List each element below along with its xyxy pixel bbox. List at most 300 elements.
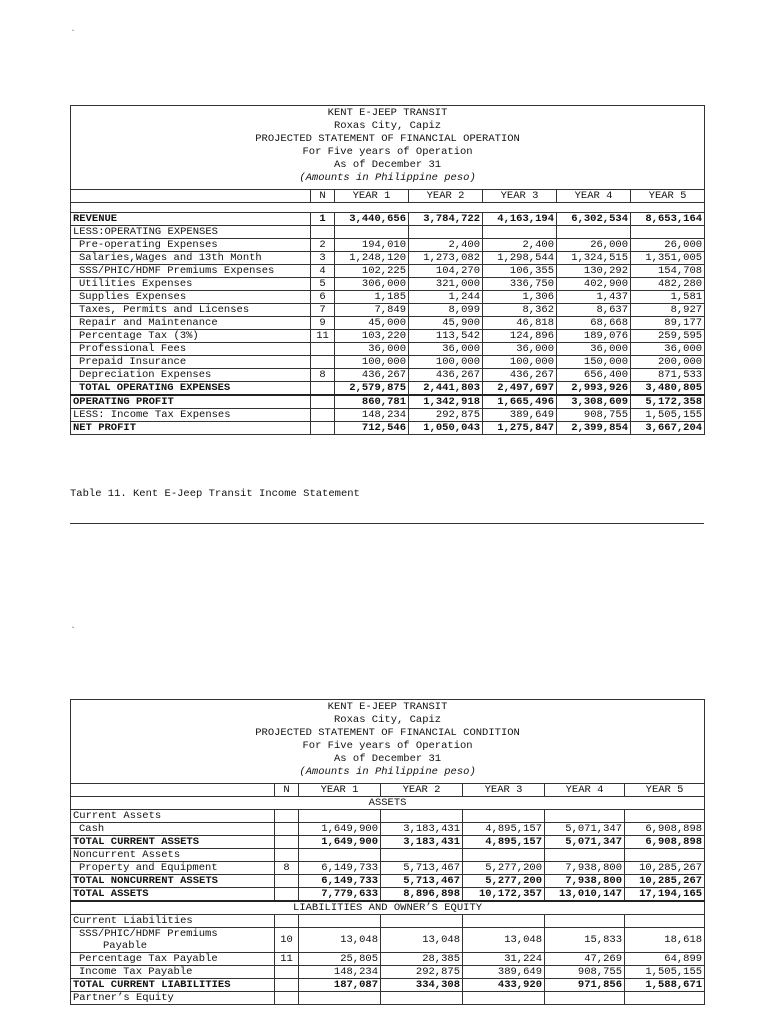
year-1-value: 187,087: [299, 979, 381, 992]
year-1-value: 436,267: [335, 369, 409, 382]
section-title: LIABILITIES AND OWNER’S EQUITY: [71, 901, 705, 915]
year-4-value: 1,437: [557, 291, 631, 304]
row-label: [71, 823, 275, 836]
year-2-value: 5,713,467: [381, 875, 463, 888]
year-4-value: 2,993,926: [557, 382, 631, 396]
year-1-value: 1,185: [335, 291, 409, 304]
year-3-value: [463, 915, 545, 928]
year-3-value: 100,000: [483, 356, 557, 369]
year-5-value: 259,595: [631, 330, 705, 343]
table-row: [71, 836, 705, 849]
year-5-value: 1,505,155: [631, 409, 705, 422]
row-label-text: Depreciation Expenses: [79, 369, 212, 381]
year-4-value: [545, 810, 625, 823]
statement-date: As of December 31: [333, 753, 442, 765]
year-5-value: 1,351,005: [631, 252, 705, 265]
row-label-text: OPERATING PROFIT: [73, 396, 174, 408]
stray-mark: `: [70, 627, 77, 638]
year-5-value: [625, 810, 705, 823]
row-label: [71, 836, 275, 849]
year-3-value: 2,497,697: [483, 382, 557, 396]
year-1-value: [299, 849, 381, 862]
note-number: [311, 422, 335, 435]
year-4-value: 189,076: [557, 330, 631, 343]
year-5-value: 8,927: [631, 304, 705, 317]
year-4-value: 47,269: [545, 953, 625, 966]
year-2-value: [381, 849, 463, 862]
year-3-value: 36,000: [483, 343, 557, 356]
year-1-value: 194,010: [335, 239, 409, 252]
year-4-value: [545, 915, 625, 928]
note-number: [275, 823, 299, 836]
note-number: [275, 915, 299, 928]
company-name: KENT E-JEEP TRANSIT: [327, 107, 448, 119]
year-5-value: 200,000: [631, 356, 705, 369]
row-label: [71, 239, 311, 252]
year-3-value: 46,818: [483, 317, 557, 330]
income-column-headers: [71, 190, 705, 203]
year-5-value: 482,280: [631, 278, 705, 291]
section-row: [71, 797, 705, 810]
year-5-value: 10,285,267: [625, 862, 705, 875]
year-3-value: 106,355: [483, 265, 557, 278]
column-header-n: N: [311, 190, 335, 203]
table-row: [71, 862, 705, 875]
year-4-value: 6,302,534: [557, 213, 631, 226]
year-3-value: 1,298,544: [483, 252, 557, 265]
column-header-year-1: YEAR 1: [299, 784, 381, 797]
table-row: [71, 979, 705, 992]
row-label: [71, 966, 275, 979]
year-1-value: 25,805: [299, 953, 381, 966]
year-3-value: 433,920: [463, 979, 545, 992]
year-4-value: 130,292: [557, 265, 631, 278]
row-label: [71, 915, 275, 928]
column-header-blank: [71, 784, 275, 797]
column-header-n: N: [275, 784, 299, 797]
note-number: 10: [275, 928, 299, 953]
year-2-value: 436,267: [409, 369, 483, 382]
year-1-value: 7,779,633: [299, 888, 381, 902]
statement-title: PROJECTED STATEMENT OF FINANCIAL OPERATION: [255, 133, 520, 145]
table-row: [71, 849, 705, 862]
table-row: [71, 356, 705, 369]
row-label: [71, 992, 275, 1005]
stray-mark: `: [70, 30, 77, 41]
year-2-value: 28,385: [381, 953, 463, 966]
note-number: [275, 810, 299, 823]
table-row: [71, 226, 705, 239]
table-row: [71, 810, 705, 823]
table-row: [71, 330, 705, 343]
year-4-value: 13,010,147: [545, 888, 625, 902]
note-number: [275, 966, 299, 979]
section-row: [71, 901, 705, 915]
year-4-value: 8,637: [557, 304, 631, 317]
year-4-value: 402,900: [557, 278, 631, 291]
year-5-value: 18,618: [625, 928, 705, 953]
year-1-value: 36,000: [335, 343, 409, 356]
row-label-text: Repair and Maintenance: [79, 317, 218, 329]
row-label: [71, 888, 275, 902]
year-1-value: 6,149,733: [299, 875, 381, 888]
year-5-value: 1,505,155: [625, 966, 705, 979]
row-label-text: Noncurrent Assets: [73, 849, 181, 861]
year-1-value: 6,149,733: [299, 862, 381, 875]
year-4-value: 5,071,347: [545, 823, 625, 836]
company-location: Roxas City, Capiz: [333, 120, 442, 132]
year-1-value: 102,225: [335, 265, 409, 278]
year-2-value: [381, 992, 463, 1005]
note-number: [311, 395, 335, 409]
row-label: [71, 395, 311, 409]
table-row: [71, 422, 705, 435]
condition-column-headers: [71, 784, 705, 797]
year-2-value: 3,183,431: [381, 823, 463, 836]
note-number: 3: [311, 252, 335, 265]
row-label-text: Supplies Expenses: [79, 291, 187, 303]
year-5-value: [631, 226, 705, 239]
year-2-value: 2,400: [409, 239, 483, 252]
row-label-text: NET PROFIT: [73, 422, 137, 434]
note-number: 6: [311, 291, 335, 304]
year-2-value: 321,000: [409, 278, 483, 291]
year-4-value: [545, 992, 625, 1005]
year-2-value: 45,900: [409, 317, 483, 330]
note-number: [275, 875, 299, 888]
row-label: [71, 304, 311, 317]
row-label-text: Taxes, Permits and Licenses: [79, 304, 250, 316]
year-3-value: 13,048: [463, 928, 545, 953]
statement-period: For Five years of Operation: [302, 146, 473, 158]
table-row: [71, 265, 705, 278]
year-3-value: 5,277,200: [463, 875, 545, 888]
note-number: 4: [311, 265, 335, 278]
table-caption: Table 11. Kent E-Jeep Transit Income Statement: [70, 488, 360, 500]
table-row: [71, 966, 705, 979]
year-3-value: 4,163,194: [483, 213, 557, 226]
row-label-text: Salaries,Wages and 13th Month: [79, 252, 262, 264]
note-number: [311, 226, 335, 239]
row-label: [71, 953, 275, 966]
column-header-year-2: YEAR 2: [381, 784, 463, 797]
column-header-year-5: YEAR 5: [625, 784, 705, 797]
year-3-value: [483, 226, 557, 239]
row-label: [71, 356, 311, 369]
year-1-value: 148,234: [335, 409, 409, 422]
note-number: [311, 343, 335, 356]
row-label-text: Income Tax Payable: [79, 966, 193, 978]
row-label-text: TOTAL NONCURRENT ASSETS: [73, 875, 218, 887]
row-label-text: TOTAL ASSETS: [73, 888, 149, 900]
year-4-value: [557, 226, 631, 239]
year-1-value: 2,579,875: [335, 382, 409, 396]
row-label-text: TOTAL CURRENT ASSETS: [73, 836, 200, 848]
table-row: [71, 317, 705, 330]
table-row: [71, 823, 705, 836]
year-2-value: 292,875: [409, 409, 483, 422]
income-statement-table: [70, 105, 705, 435]
row-label-text: TOTAL OPERATING EXPENSES: [79, 382, 231, 394]
table-row: [71, 875, 705, 888]
table-row: [71, 278, 705, 291]
row-label-text: Percentage Tax Payable: [79, 953, 218, 965]
row-label-text: REVENUE: [73, 213, 118, 225]
row-label: [71, 422, 311, 435]
year-5-value: 36,000: [631, 343, 705, 356]
table-row: [71, 915, 705, 928]
row-label: [71, 849, 275, 862]
row-label: [71, 810, 275, 823]
year-5-value: 3,667,204: [631, 422, 705, 435]
table-row: [71, 395, 705, 409]
year-1-value: 7,849: [335, 304, 409, 317]
year-5-value: 17,194,165: [625, 888, 705, 902]
row-label-text: Professional Fees: [79, 343, 187, 355]
year-3-value: 1,306: [483, 291, 557, 304]
year-5-value: 89,177: [631, 317, 705, 330]
year-4-value: 908,755: [545, 966, 625, 979]
company-location: Roxas City, Capiz: [333, 714, 442, 726]
note-number: 2: [311, 239, 335, 252]
year-4-value: 68,668: [557, 317, 631, 330]
row-label: [71, 317, 311, 330]
year-3-value: 436,267: [483, 369, 557, 382]
table-row: [71, 369, 705, 382]
note-number: [275, 992, 299, 1005]
year-1-value: [299, 810, 381, 823]
row-label: [71, 278, 311, 291]
row-label: [71, 928, 275, 953]
year-4-value: 2,399,854: [557, 422, 631, 435]
row-label: [71, 382, 311, 396]
row-label: [71, 291, 311, 304]
year-3-value: 124,896: [483, 330, 557, 343]
year-4-value: 7,938,800: [545, 862, 625, 875]
year-1-value: 3,440,656: [335, 213, 409, 226]
year-2-value: [381, 810, 463, 823]
year-2-value: 3,784,722: [409, 213, 483, 226]
year-5-value: 1,581: [631, 291, 705, 304]
statement-currency: (Amounts in Philippine peso): [299, 766, 476, 778]
year-4-value: 971,856: [545, 979, 625, 992]
year-2-value: 1,244: [409, 291, 483, 304]
year-1-value: 1,649,900: [299, 823, 381, 836]
statement-title: PROJECTED STATEMENT OF FINANCIAL CONDITION: [255, 727, 520, 739]
year-1-value: 1,649,900: [299, 836, 381, 849]
row-label-text: LESS: Income Tax Expenses: [73, 409, 231, 421]
year-4-value: 150,000: [557, 356, 631, 369]
column-header-year-2: YEAR 2: [409, 190, 483, 203]
year-2-value: 8,099: [409, 304, 483, 317]
row-label: [71, 979, 275, 992]
row-label-text: Utilities Expenses: [79, 278, 193, 290]
year-4-value: 36,000: [557, 343, 631, 356]
row-label-text: Percentage Tax (3%): [79, 330, 199, 342]
row-label-continuation: Payable: [103, 940, 148, 952]
statement-currency: (Amounts in Philippine peso): [299, 172, 476, 184]
note-number: 7: [311, 304, 335, 317]
year-3-value: 31,224: [463, 953, 545, 966]
year-1-value: 45,000: [335, 317, 409, 330]
note-number: 8: [275, 862, 299, 875]
note-number: 1: [311, 213, 335, 226]
year-3-value: [463, 992, 545, 1005]
year-2-value: 1,050,043: [409, 422, 483, 435]
year-5-value: [625, 849, 705, 862]
note-number: 5: [311, 278, 335, 291]
row-label-text: Cash: [79, 823, 105, 835]
column-header-year-4: YEAR 4: [557, 190, 631, 203]
year-5-value: [625, 992, 705, 1005]
row-label: [71, 226, 311, 239]
note-number: [275, 979, 299, 992]
year-4-value: 3,308,609: [557, 395, 631, 409]
note-number: [275, 888, 299, 902]
table-row: [71, 213, 705, 226]
year-5-value: 8,653,164: [631, 213, 705, 226]
row-label-text: TOTAL CURRENT LIABILITIES: [73, 979, 231, 991]
year-3-value: 336,750: [483, 278, 557, 291]
table-row: [71, 304, 705, 317]
year-2-value: [409, 226, 483, 239]
row-label: [71, 343, 311, 356]
section-title: ASSETS: [71, 797, 705, 810]
row-label-text: Current Liabilities: [73, 915, 193, 927]
table-row: [71, 409, 705, 422]
year-2-value: 2,441,803: [409, 382, 483, 396]
row-label: [71, 252, 311, 265]
year-2-value: 1,342,918: [409, 395, 483, 409]
year-3-value: [463, 810, 545, 823]
table-row: [71, 239, 705, 252]
company-name: KENT E-JEEP TRANSIT: [327, 701, 448, 713]
row-label: [71, 265, 311, 278]
row-label: [71, 862, 275, 875]
row-label: [71, 330, 311, 343]
table-row: [71, 953, 705, 966]
year-5-value: 5,172,358: [631, 395, 705, 409]
column-header-year-3: YEAR 3: [463, 784, 545, 797]
year-3-value: 1,665,496: [483, 395, 557, 409]
section-divider: [70, 523, 704, 524]
year-2-value: 8,896,898: [381, 888, 463, 902]
year-1-value: 712,546: [335, 422, 409, 435]
year-1-value: 306,000: [335, 278, 409, 291]
note-number: 9: [311, 317, 335, 330]
row-label-text: Partner’s Equity: [73, 992, 174, 1004]
row-label-text: Pre-operating Expenses: [79, 239, 218, 251]
year-1-value: 148,234: [299, 966, 381, 979]
row-label: [71, 213, 311, 226]
year-1-value: 13,048: [299, 928, 381, 953]
year-3-value: 5,277,200: [463, 862, 545, 875]
year-1-value: 100,000: [335, 356, 409, 369]
row-label-text: SSS/PHIC/HDMF Premiums: [79, 928, 218, 940]
table-row: [71, 928, 705, 953]
column-header-year-4: YEAR 4: [545, 784, 625, 797]
row-label: [71, 875, 275, 888]
year-3-value: 389,649: [483, 409, 557, 422]
column-header-blank: [71, 190, 311, 203]
year-1-value: 103,220: [335, 330, 409, 343]
year-5-value: 871,533: [631, 369, 705, 382]
year-4-value: 1,324,515: [557, 252, 631, 265]
year-5-value: 3,480,805: [631, 382, 705, 396]
year-2-value: 13,048: [381, 928, 463, 953]
spacer-row: [71, 203, 705, 213]
year-1-value: [299, 992, 381, 1005]
year-3-value: 8,362: [483, 304, 557, 317]
year-5-value: 1,588,671: [625, 979, 705, 992]
year-4-value: 15,833: [545, 928, 625, 953]
year-3-value: 4,895,157: [463, 823, 545, 836]
year-4-value: 656,400: [557, 369, 631, 382]
column-header-year-3: YEAR 3: [483, 190, 557, 203]
note-number: [311, 409, 335, 422]
year-5-value: 64,899: [625, 953, 705, 966]
year-3-value: [463, 849, 545, 862]
statement-period: For Five years of Operation: [302, 740, 473, 752]
row-label-text: LESS:OPERATING EXPENSES: [73, 226, 218, 238]
year-2-value: 104,270: [409, 265, 483, 278]
year-1-value: [335, 226, 409, 239]
year-4-value: 7,938,800: [545, 875, 625, 888]
year-2-value: 1,273,082: [409, 252, 483, 265]
year-2-value: 36,000: [409, 343, 483, 356]
year-2-value: 100,000: [409, 356, 483, 369]
row-label: [71, 369, 311, 382]
year-3-value: 1,275,847: [483, 422, 557, 435]
year-4-value: 908,755: [557, 409, 631, 422]
table-row: [71, 888, 705, 902]
column-header-year-5: YEAR 5: [631, 190, 705, 203]
note-number: 11: [275, 953, 299, 966]
row-label: [71, 409, 311, 422]
condition-header: [71, 700, 705, 784]
statement-date: As of December 31: [333, 159, 442, 171]
note-number: [311, 356, 335, 369]
note-number: [311, 382, 335, 396]
table-row: [71, 343, 705, 356]
year-3-value: 10,172,357: [463, 888, 545, 902]
note-number: [275, 849, 299, 862]
year-1-value: 1,248,120: [335, 252, 409, 265]
year-3-value: 2,400: [483, 239, 557, 252]
year-4-value: 26,000: [557, 239, 631, 252]
row-label-text: SSS/PHIC/HDMF Premiums Expenses: [79, 265, 275, 277]
row-label-text: Current Assets: [73, 810, 162, 822]
year-1-value: [299, 915, 381, 928]
table-row: [71, 252, 705, 265]
note-number: [275, 836, 299, 849]
year-5-value: [625, 915, 705, 928]
table-row: [71, 291, 705, 304]
year-2-value: [381, 915, 463, 928]
year-2-value: 292,875: [381, 966, 463, 979]
year-5-value: 10,285,267: [625, 875, 705, 888]
financial-condition-table: [70, 699, 705, 1005]
year-3-value: 4,895,157: [463, 836, 545, 849]
year-1-value: 860,781: [335, 395, 409, 409]
year-5-value: 26,000: [631, 239, 705, 252]
row-label-text: Prepaid Insurance: [79, 356, 187, 368]
year-5-value: 6,908,898: [625, 836, 705, 849]
year-2-value: 334,308: [381, 979, 463, 992]
note-number: 8: [311, 369, 335, 382]
column-header-year-1: YEAR 1: [335, 190, 409, 203]
year-4-value: 5,071,347: [545, 836, 625, 849]
